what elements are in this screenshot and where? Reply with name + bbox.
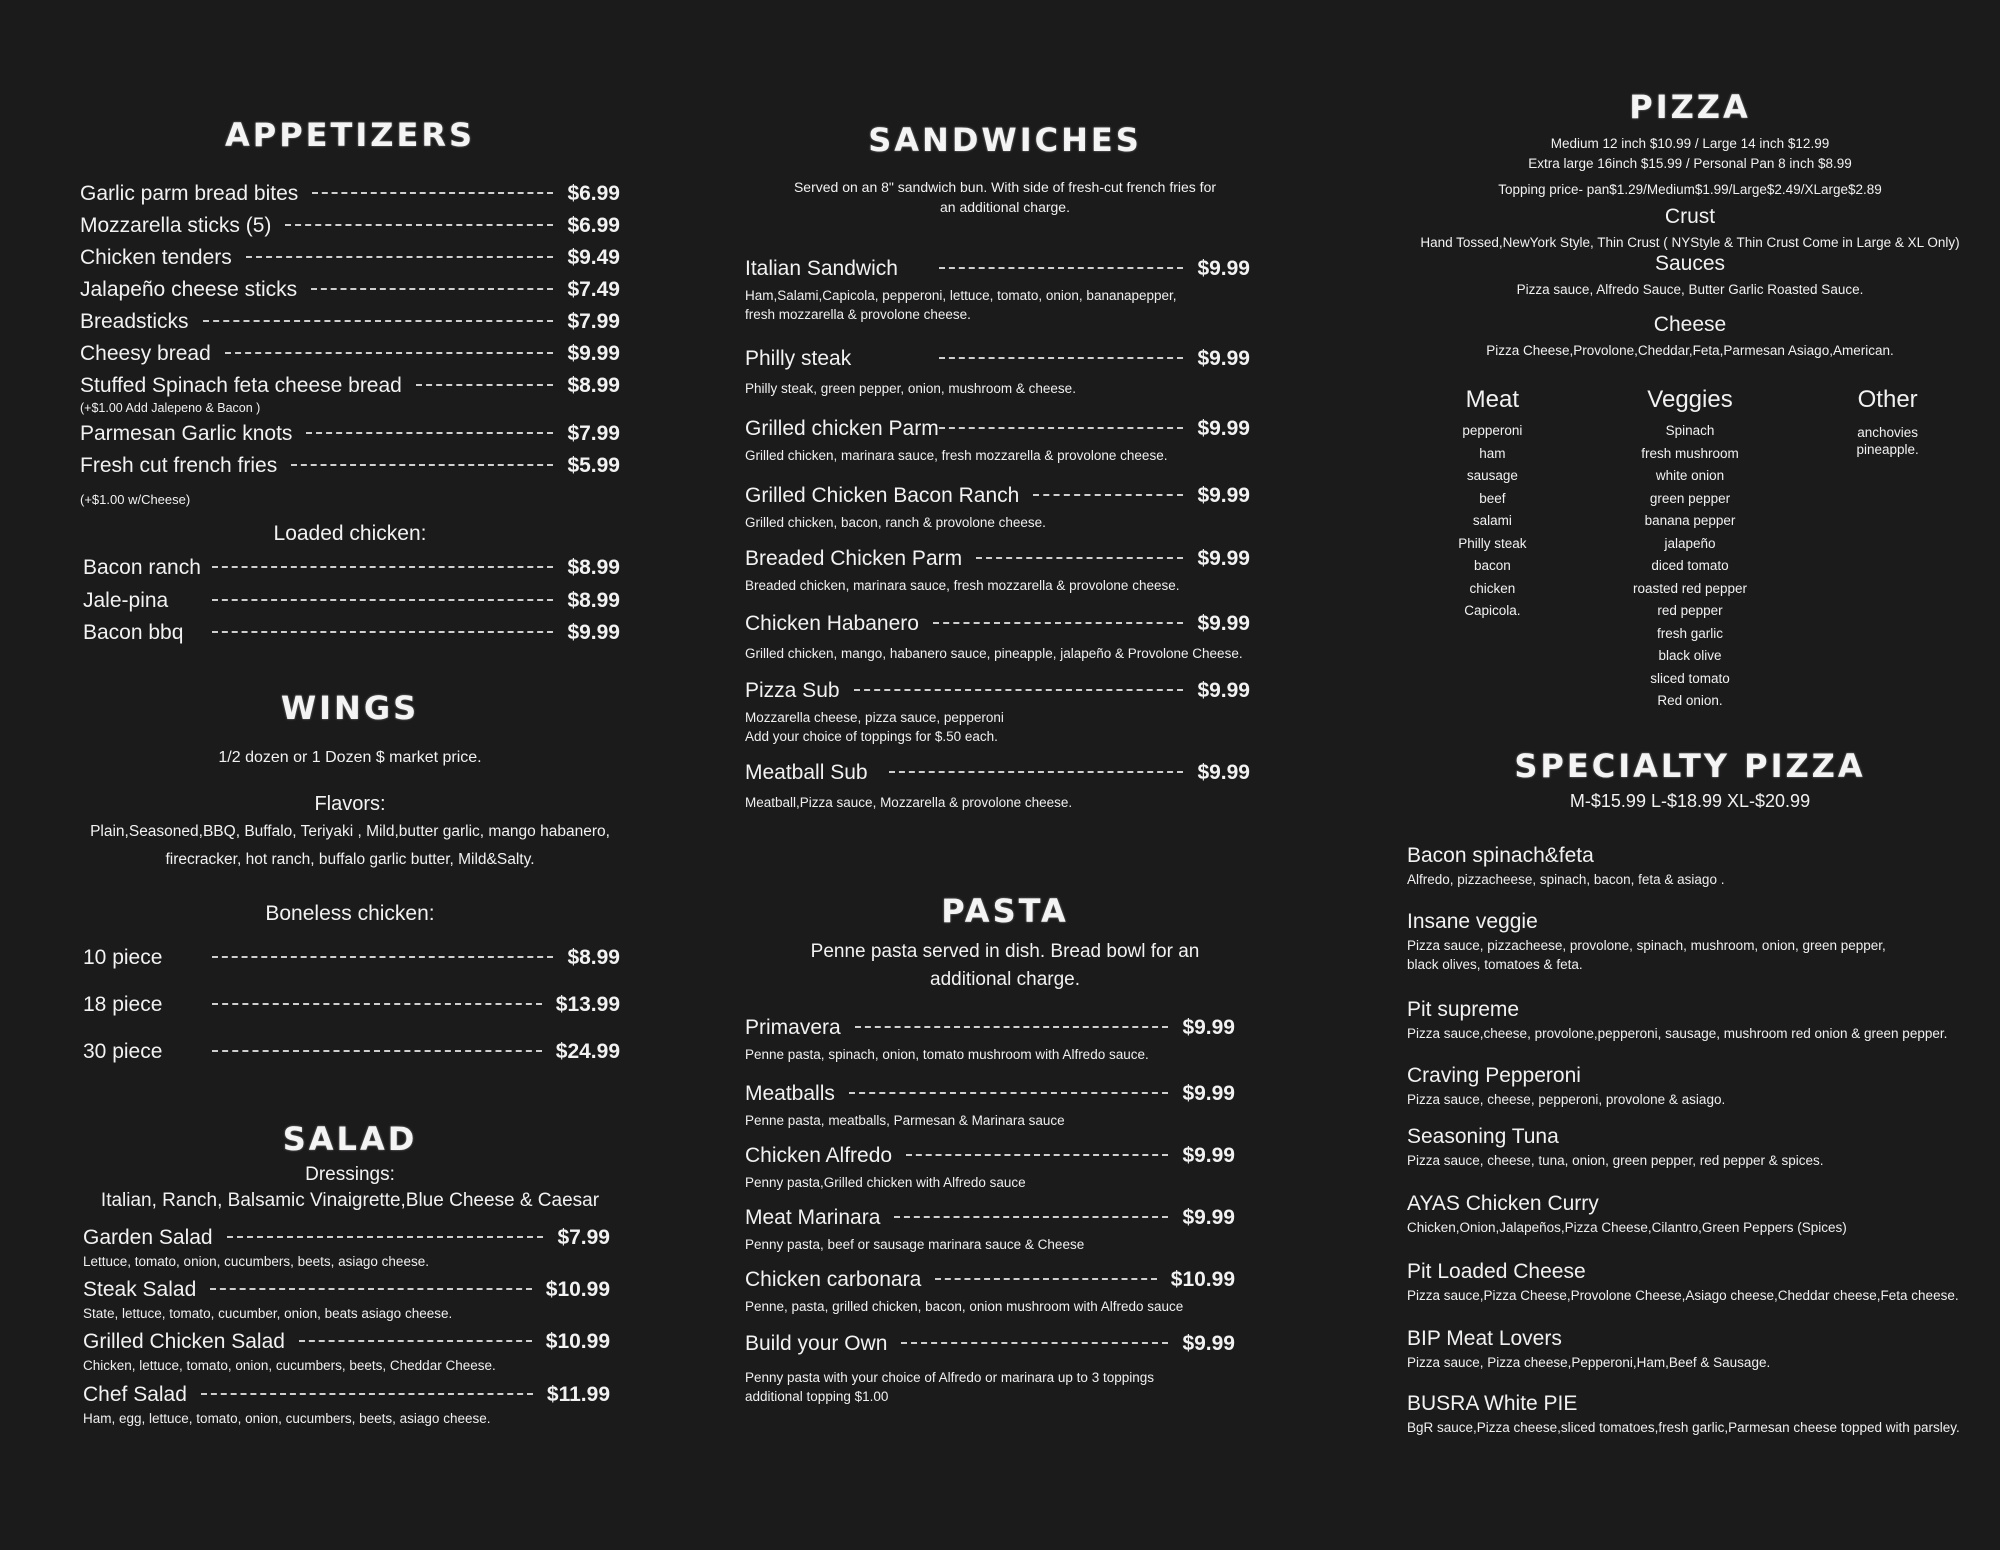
topping: black olive <box>1658 648 1722 663</box>
topping-price: Topping price- pan$1.29/Medium$1.99/Large$2.49/XLarge$2.89 <box>1498 182 1882 197</box>
item-name: Philly steak <box>745 347 852 370</box>
item-name: Grilled Chicken Bacon Ranch <box>745 484 1020 507</box>
item-price: $9.99 <box>1197 257 1250 280</box>
dot-leader <box>933 622 1184 624</box>
topping: diced tomato <box>1651 558 1729 573</box>
description-line: Add your choice of toppings for $.50 each. <box>745 729 998 744</box>
item-name: Breaded Chicken Parm <box>745 547 963 570</box>
flavors-heading: Flavors: <box>314 793 386 815</box>
menu-item <box>83 621 620 653</box>
topping: banana pepper <box>1644 513 1736 528</box>
menu-item <box>83 1040 620 1080</box>
boneless-list <box>80 946 620 1080</box>
menu-item <box>83 1226 610 1278</box>
item-name: Garden Salad <box>83 1226 213 1249</box>
item-name: Bacon ranch <box>83 556 201 579</box>
item-name: Chicken carbonara <box>745 1268 922 1291</box>
item-row <box>745 547 1250 571</box>
item-row <box>745 1016 1235 1040</box>
item-name: 10 piece <box>83 946 163 969</box>
item-name: Pizza Sub <box>745 679 840 702</box>
topping: Red onion. <box>1657 693 1723 708</box>
item-description: Breaded chicken, marinara sauce, fresh mozzarella & provolone cheese. <box>745 578 1180 593</box>
menu-item <box>1407 1192 1985 1260</box>
toppings-list <box>1593 420 1788 713</box>
item-price: $13.99 <box>555 993 620 1016</box>
dot-leader <box>939 267 1183 269</box>
wings-heading: WINGS <box>280 689 420 727</box>
item-price: $7.99 <box>567 310 620 333</box>
item-price: $6.99 <box>567 182 620 205</box>
item-price: $8.99 <box>567 374 620 397</box>
item-row <box>745 417 1250 441</box>
specialty-prices: M-$15.99 L-$18.99 XL-$20.99 <box>1569 790 1811 811</box>
item-name: 30 piece <box>83 1040 163 1063</box>
item-name: Steak Salad <box>83 1278 197 1301</box>
subtitle-line: Served on an 8" sandwich bun. With side of fresh-cut french fries for <box>793 179 1217 195</box>
wings-subtitle: 1/2 dozen or 1 Dozen $ market price. <box>218 749 482 766</box>
description-line: black olives, tomatoes & feta. <box>1407 956 1583 972</box>
topping: fresh mushroom <box>1641 445 1739 461</box>
item-price: $10.99 <box>545 1330 610 1353</box>
dot-leader <box>246 256 554 258</box>
subtitle-line: additional charge. <box>930 969 1080 990</box>
dot-leader <box>312 192 553 194</box>
item-description: Penny pasta, beef or sausage marinara sauce & Cheese <box>745 1237 1085 1252</box>
column-left <box>80 0 620 1428</box>
dot-leader <box>212 1050 542 1052</box>
item-description: Pizza sauce,cheese, provolone,pepperoni, sausage, mushroom red onion & green pepper. <box>1407 1025 1948 1041</box>
cheese-heading: Cheese <box>1653 313 1727 336</box>
toppings-veggies <box>1593 386 1788 713</box>
topping: Spinach <box>1665 423 1715 438</box>
menu-item <box>745 1144 1235 1206</box>
dot-leader <box>894 1216 1168 1218</box>
item-name: Meatballs <box>745 1082 835 1105</box>
item-name: Parmesan Garlic knots <box>80 422 293 445</box>
item-price: $9.99 <box>1197 679 1250 702</box>
dot-leader <box>1033 494 1183 496</box>
dot-leader <box>849 1092 1169 1094</box>
item-name: Meat Marinara <box>745 1206 881 1229</box>
item-row <box>745 679 1250 703</box>
specialty-heading: SPECIALTY PIZZA <box>1514 746 1866 785</box>
item-description <box>745 708 1250 746</box>
item-description: Pizza sauce, cheese, tuna, onion, green pepper, red pepper & spices. <box>1407 1152 1824 1168</box>
item-price: $9.99 <box>1197 347 1250 370</box>
menu-item <box>1407 844 1985 910</box>
item-row <box>745 612 1250 636</box>
sauces-text: Pizza sauce, Alfredo Sauce, Butter Garlic Roasted Sauce. <box>1516 282 1864 297</box>
dot-leader <box>889 771 1183 773</box>
pizza-sizes <box>1395 134 1985 174</box>
item-description: Pizza sauce, cheese, pepperoni, provolone & asiago. <box>1407 1091 1726 1107</box>
topping: ham <box>1479 445 1506 461</box>
item-name: Chicken Alfredo <box>745 1144 893 1167</box>
salad-heading: SALAD <box>282 1120 418 1158</box>
menu-item <box>83 993 620 1040</box>
item-description: Ham, egg, lettuce, tomato, onion, cucumbers, beets, asiago cheese. <box>83 1411 491 1426</box>
dot-leader <box>935 1278 1157 1280</box>
menu-item <box>745 417 1250 484</box>
menu-item <box>80 246 620 278</box>
menu-item <box>745 1082 1235 1144</box>
item-note: (+$1.00 Add Jalepeno & Bacon ) <box>80 401 261 415</box>
toppings-other <box>1790 386 1985 713</box>
item-description <box>1407 936 1985 974</box>
item-name: Jalapeño cheese sticks <box>80 278 298 301</box>
subtitle-line: Penne pasta served in dish. Bread bowl for an <box>810 941 1200 962</box>
item-name: Mozzarella sticks (5) <box>80 214 272 237</box>
menu-item <box>83 1330 610 1383</box>
topping: chicken <box>1469 580 1516 596</box>
item-row <box>83 1383 610 1407</box>
item-name: Bacon spinach&feta <box>1407 843 1594 867</box>
item-price: $9.99 <box>1182 1016 1235 1039</box>
menu-item <box>1407 1327 1985 1392</box>
pasta-list <box>745 1016 1265 1406</box>
item-row <box>83 1226 610 1250</box>
menu-item <box>80 182 620 214</box>
loaded-chicken-list <box>80 556 620 653</box>
menu-item <box>1407 1064 1985 1125</box>
loaded-chicken-heading: Loaded chicken: <box>273 522 427 545</box>
pasta-subtitle <box>745 938 1265 994</box>
item-name: Seasoning Tuna <box>1407 1124 1559 1148</box>
description-line: Penny pasta with your choice of Alfredo or marinara up to 3 toppings <box>745 1370 1154 1385</box>
item-name: Chicken Habanero <box>745 612 919 635</box>
sizes-line: Medium 12 inch $10.99 / Large 14 inch $12.99 <box>1550 136 1830 151</box>
menu-item <box>745 1016 1235 1082</box>
topping: white onion <box>1655 468 1725 483</box>
column-right <box>1395 0 1985 1437</box>
dot-leader <box>901 1342 1168 1344</box>
topping: pineapple. <box>1856 442 1919 457</box>
item-name: BUSRA White PIE <box>1407 1391 1578 1415</box>
sandwiches-subtitle <box>745 177 1265 217</box>
item-price: $10.99 <box>1170 1268 1235 1291</box>
toppings-list <box>1395 420 1590 623</box>
item-description: Penne pasta, meatballs, Parmesan & Marinara sauce <box>745 1113 1065 1128</box>
toppings-heading: Other <box>1857 386 1918 413</box>
menu-item <box>745 1332 1235 1406</box>
specialty-list <box>1395 844 1985 1437</box>
flavors-text <box>80 818 620 874</box>
dressings-text: Italian, Ranch, Balsamic Vinaigrette,Blue Cheese & Caesar <box>100 1190 600 1211</box>
item-note: (+$1.00 w/Cheese) <box>80 492 191 507</box>
appetizers-heading: APPETIZERS <box>224 116 475 154</box>
item-row <box>745 1206 1235 1230</box>
menu-item <box>745 547 1250 612</box>
item-price: $9.99 <box>1197 547 1250 570</box>
item-name: Pit Loaded Cheese <box>1407 1259 1586 1283</box>
item-price: $9.99 <box>1182 1082 1235 1105</box>
topping: Philly steak <box>1458 535 1527 551</box>
menu-item <box>80 214 620 246</box>
item-row <box>83 1330 610 1354</box>
item-name: Craving Pepperoni <box>1407 1063 1581 1087</box>
item-description: Chicken, lettuce, tomato, onion, cucumbers, beets, Cheddar Cheese. <box>83 1358 496 1373</box>
item-name: Chicken tenders <box>80 246 232 269</box>
item-price: $9.99 <box>1197 417 1250 440</box>
item-price: $8.99 <box>567 946 620 969</box>
pasta-heading: PASTA <box>941 892 1069 930</box>
menu-item <box>745 1268 1235 1332</box>
pizza-heading: PIZZA <box>1629 88 1751 126</box>
description-line: Ham,Salami,Capicola, pepperoni, lettuce, tomato, onion, bananapepper, <box>745 288 1177 303</box>
item-price: $9.99 <box>1182 1206 1235 1229</box>
item-row <box>745 484 1250 508</box>
menu-item <box>83 946 620 993</box>
menu-item <box>80 278 620 310</box>
menu-item <box>80 310 620 342</box>
menu-item <box>745 1206 1235 1268</box>
dot-leader <box>203 320 554 322</box>
item-name: Cheesy bread <box>80 342 211 365</box>
description-line: Pizza sauce, pizzacheese, provolone, spinach, mushroom, onion, green pepper, <box>1407 937 1886 953</box>
item-price: $9.99 <box>1197 612 1250 635</box>
item-price: $8.99 <box>567 589 620 612</box>
item-price: $10.99 <box>545 1278 610 1301</box>
item-row <box>745 347 1250 371</box>
item-price: $9.99 <box>1182 1144 1235 1167</box>
item-name: AYAS Chicken Curry <box>1407 1191 1599 1215</box>
item-name: Stuffed Spinach feta cheese bread <box>80 374 402 397</box>
sauces-heading: Sauces <box>1654 252 1726 275</box>
item-price: $9.99 <box>1182 1332 1235 1355</box>
crust-text: Hand Tossed,NewYork Style, Thin Crust ( NYStyle & Thin Crust Come in Large & XL Only) <box>1420 235 1960 250</box>
dot-leader <box>210 1288 532 1290</box>
topping: sliced tomato <box>1650 670 1730 686</box>
dot-leader <box>212 956 553 958</box>
flavors-line: firecracker, hot ranch, buffalo garlic butter, Mild&Salty. <box>165 851 535 868</box>
item-price: $7.99 <box>557 1226 610 1249</box>
menu-item <box>80 422 620 454</box>
appetizers-list <box>80 182 620 510</box>
item-description: Chicken,Onion,Jalapeños,Pizza Cheese,Cilantro,Green Peppers (Spices) <box>1407 1219 1847 1235</box>
item-name: Italian Sandwich <box>745 257 898 280</box>
item-price: $8.99 <box>567 556 620 579</box>
item-price: $9.99 <box>567 342 620 365</box>
topping: green pepper <box>1649 490 1731 506</box>
menu-item <box>745 612 1250 679</box>
item-price: $7.49 <box>567 278 620 301</box>
item-row <box>745 761 1250 785</box>
item-price: $11.99 <box>546 1383 610 1406</box>
menu-item <box>83 556 620 589</box>
description-line: fresh mozzarella & provolone cheese. <box>745 307 971 322</box>
item-price: $9.99 <box>1197 761 1250 784</box>
item-row <box>745 1144 1235 1168</box>
toppings-heading: Veggies <box>1647 386 1733 413</box>
item-name: Bacon bbq <box>83 621 184 644</box>
item-price: $5.99 <box>567 454 620 477</box>
item-price: $24.99 <box>555 1040 620 1063</box>
dot-leader <box>291 464 553 466</box>
menu-item <box>1407 998 1985 1064</box>
dot-leader <box>416 384 554 386</box>
dot-leader <box>855 1026 1169 1028</box>
dot-leader <box>306 432 553 434</box>
dot-leader <box>227 1236 544 1238</box>
item-description <box>745 286 1250 324</box>
cheese-text: Pizza Cheese,Provolone,Cheddar,Feta,Parmesan Asiago,American. <box>1486 343 1894 358</box>
topping: red pepper <box>1657 603 1723 618</box>
dot-leader <box>225 352 554 354</box>
toppings-meat <box>1395 386 1590 713</box>
description-line: additional topping $1.00 <box>745 1389 889 1404</box>
item-name: Pit supreme <box>1407 997 1520 1021</box>
item-description: Philly steak, green pepper, onion, mushroom & cheese. <box>745 381 1076 396</box>
topping: Capicola. <box>1464 603 1521 618</box>
toppings-columns <box>1395 386 1985 713</box>
item-description: State, lettuce, tomato, cucumber, onion, beats asiago cheese. <box>83 1306 453 1321</box>
item-price: $9.99 <box>567 621 620 644</box>
item-name: Meatball Sub <box>745 761 868 784</box>
topping: bacon <box>1473 558 1511 573</box>
item-description: Meatball,Pizza sauce, Mozzarella & provolone cheese. <box>745 795 1073 810</box>
item-name: Primavera <box>745 1016 841 1039</box>
flavors-line: Plain,Seasoned,BBQ, Buffalo, Teriyaki , Mild,butter garlic, mango habanero, <box>90 823 610 840</box>
item-description: Penny pasta,Grilled chicken with Alfredo sauce <box>745 1175 1026 1190</box>
topping: beef <box>1479 490 1506 506</box>
dot-leader <box>939 427 1183 429</box>
item-name: Insane veggie <box>1407 909 1538 933</box>
description-line: Mozzarella cheese, pizza sauce, pepperoni <box>745 710 1004 725</box>
toppings-heading: Meat <box>1465 386 1520 413</box>
dot-leader <box>854 689 1184 691</box>
dot-leader <box>299 1340 532 1342</box>
dot-leader <box>939 357 1183 359</box>
menu-item <box>745 257 1250 347</box>
column-middle <box>745 0 1265 1406</box>
item-row <box>83 1278 610 1302</box>
dot-leader <box>212 1003 542 1005</box>
item-name: Grilled chicken Parm <box>745 417 939 440</box>
item-name: Jale-pina <box>83 589 169 612</box>
menu-item <box>80 454 620 484</box>
menu-item <box>1407 1392 1985 1437</box>
item-description: Penne, pasta, grilled chicken, bacon, onion mushroom with Alfredo sauce <box>745 1299 1184 1314</box>
sandwiches-list <box>745 257 1265 812</box>
dot-leader <box>212 599 553 601</box>
item-description: Pizza sauce, Pizza cheese,Pepperoni,Ham,Beef & Sausage. <box>1407 1354 1771 1370</box>
item-name: Grilled Chicken Salad <box>83 1330 285 1353</box>
dot-leader <box>212 566 553 568</box>
menu-item <box>745 347 1250 417</box>
salad-list <box>80 1226 620 1428</box>
topping: salami <box>1472 513 1512 528</box>
sandwiches-heading: SANDWICHES <box>868 121 1142 159</box>
item-price: $9.49 <box>567 246 620 269</box>
menu-item <box>745 484 1250 547</box>
menu-item <box>1407 1260 1985 1327</box>
topping: jalapeño <box>1664 535 1716 551</box>
dot-leader <box>285 224 553 226</box>
menu-item <box>1407 1125 1985 1192</box>
dot-leader <box>201 1393 533 1395</box>
topping: sausage <box>1466 468 1518 483</box>
dot-leader <box>212 631 553 633</box>
item-name: Fresh cut french fries <box>80 454 278 477</box>
item-description <box>745 1368 1235 1406</box>
toppings-list <box>1790 424 1985 458</box>
menu-item <box>83 1278 610 1330</box>
boneless-heading: Boneless chicken: <box>265 902 435 925</box>
item-description: Lettuce, tomato, onion, cucumbers, beets, asiago cheese. <box>83 1254 429 1269</box>
topping: pepperoni <box>1462 423 1523 438</box>
menu-item <box>745 761 1250 812</box>
item-name: Garlic parm bread bites <box>80 182 299 205</box>
menu-item <box>80 374 620 398</box>
dot-leader <box>976 557 1183 559</box>
item-name: Breadsticks <box>80 310 189 333</box>
crust-heading: Crust <box>1664 205 1716 228</box>
menu-item <box>83 589 620 621</box>
dressings-heading: Dressings: <box>305 1164 395 1185</box>
item-description: Pizza sauce,Pizza Cheese,Provolone Cheese,Asiago cheese,Cheddar cheese,Feta cheese. <box>1407 1287 1959 1303</box>
item-price: $7.99 <box>567 422 620 445</box>
item-description: BgR sauce,Pizza cheese,sliced tomatoes,fresh garlic,Parmesan cheese topped with parsley. <box>1407 1419 1960 1435</box>
item-row <box>745 1332 1235 1356</box>
item-price: $6.99 <box>567 214 620 237</box>
menu-item <box>1407 910 1985 998</box>
item-price: $9.99 <box>1197 484 1250 507</box>
dot-leader <box>906 1154 1168 1156</box>
menu-item <box>745 679 1250 761</box>
item-name: Build your Own <box>745 1332 888 1355</box>
topping: anchovies <box>1857 425 1919 440</box>
item-row <box>745 1082 1235 1106</box>
item-row <box>745 1268 1235 1292</box>
topping: roasted red pepper <box>1632 580 1748 596</box>
item-description: Grilled chicken, mango, habanero sauce, pineapple, jalapeño & Provolone Cheese. <box>745 646 1243 661</box>
item-description: Grilled chicken, marinara sauce, fresh mozzarella & provolone cheese. <box>745 448 1168 463</box>
item-name: Chef Salad <box>83 1383 187 1406</box>
sizes-line: Extra large 16inch $15.99 / Personal Pan 8 inch $8.99 <box>1528 156 1852 171</box>
item-name: BIP Meat Lovers <box>1407 1326 1562 1350</box>
topping: fresh garlic <box>1656 625 1724 641</box>
dot-leader <box>311 288 553 290</box>
subtitle-line: an additional charge. <box>940 199 1070 215</box>
item-description: Penne pasta, spinach, onion, tomato mushroom with Alfredo sauce. <box>745 1047 1149 1062</box>
item-description: Alfredo, pizzacheese, spinach, bacon, feta & asiago . <box>1407 871 1725 887</box>
item-description: Grilled chicken, bacon, ranch & provolone cheese. <box>745 515 1046 530</box>
item-name: 18 piece <box>83 993 163 1016</box>
item-row <box>745 257 1250 281</box>
menu-item <box>83 1383 610 1428</box>
menu-item <box>80 342 620 374</box>
